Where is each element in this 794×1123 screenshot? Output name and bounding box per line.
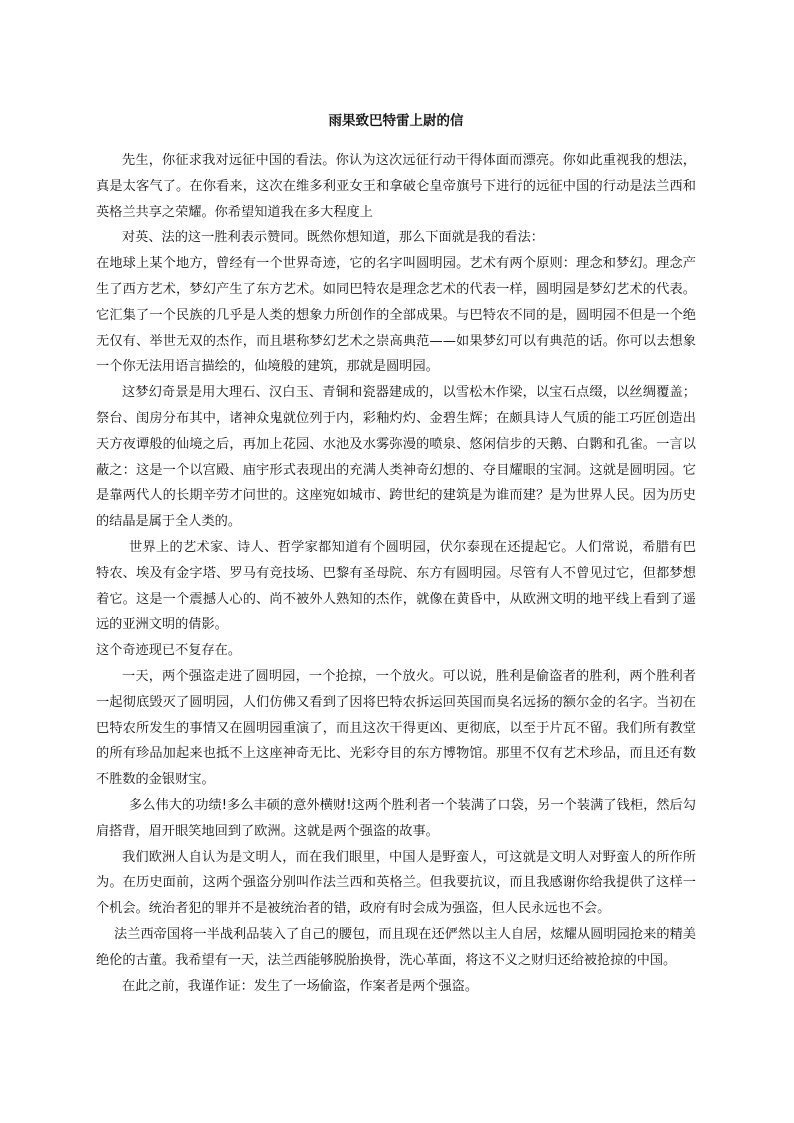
paragraph-7: 一天，两个强盗走进了圆明园，一个抢掠，一个放火。可以说，胜利是偷盗者的胜利，两个胜利者一起彻底毁灭了圆明园，人们仿佛又看到了因将巴特农拆运回英国而臭名远扬的额尔金的名字。当初在巴特农所发生的事情又在圆明园重演了，而且这次干得更凶、更彻底，以至于片瓦不留。我们所有教堂的所有珍品加起来也抵不上这座神奇无比、光彩夺目的东方博物馆。那里不仅有艺术珍品，而且还有数不胜数的金银财宝。: [96, 668, 696, 788]
paragraph-1: 先生，你征求我对远征中国的看法。你认为这次远征行动干得体面而漂亮。你如此重视我的想法，真是太客气了。在你看来，这次在维多利亚女王和拿破仑皇帝旗号下进行的远征中国的行动是法兰西和英格兰共享之荣耀。你希望知道我在多大程度上: [96, 153, 696, 220]
paragraph-9: 我们欧洲人自认为是文明人，而在我们眼里，中国人是野蛮人，可这就是文明人对野蛮人的所作所为。在历史面前，这两个强盗分别叫作法兰西和英格兰。但我要抗议，而且我感谢你给我提供了这样一个机会。统治者犯的罪并不是被统治者的错，政府有时会成为强盗，但人民永远也不会。: [96, 849, 696, 917]
paragraph-5: 世界上的艺术家、诗人、哲学家都知道有个圆明园，伏尔泰现在还提起它。人们常说，希腊有巴特农、埃及有金字塔、罗马有竞技场、巴黎有圣母院、东方有圆明园。尽管有人不曾见过它，但都梦想着它。这是一个震撼人心的、尚不被外人熟知的杰作，就像在黄昏中，从欧洲文明的地平线上看到了遥远的亚洲文明的倩影。: [96, 539, 696, 633]
paragraph-11: 在此之前，我谨作证：发生了一场偷盗，作案者是两个强盗。: [122, 978, 479, 994]
paragraph-3: 在地球上某个地方，曾经有一个世界奇迹，它的名字叫圆明园。艺术有两个原则：理念和梦幻。理念产生了西方艺术，梦幻产生了东方艺术。如同巴特农是理念艺术的代表一样，圆明园是梦幻艺术的代表。它汇集了一个民族的几乎是人类的想象力所创作的全部成果。与巴特农不同的是，圆明园不但是一个绝无仅有、举世无双的杰作，而且堪称梦幻艺术之崇高典范——如果梦幻可以有典范的话。你可以去想象一个你无法用语言描绘的，仙境般的建筑，那就是圆明园。: [96, 256, 696, 375]
document-page: [96, 110, 696, 999]
paragraph-8: 多么伟大的功绩!多么丰硕的意外横财!这两个胜利者一个装满了口袋，另一个装满了钱柜，然后勾肩搭背，眉开眼笑地回到了欧洲。这就是两个强盗的故事。: [96, 797, 696, 839]
paragraph-4: 这梦幻奇景是用大理石、汉白玉、青铜和瓷器建成的，以雪松木作梁，以宝石点缀，以丝绸覆盖；祭台、闺房分布其中，诸神众鬼就位列于内，彩釉灼灼、金碧生辉；在颇具诗人气质的能工巧匠创造出天方夜谭般的仙境之后，再加上花园、水池及水雾弥漫的喷泉、悠闲信步的天鹅、白鹮和孔雀。一言以蔽之：这是一个以宫殿、庙宇形式表现出的充满人类神奇幻想的、夺目耀眼的宝洞。这就是圆明园。它是靠两代人的长期辛劳才问世的。这座宛如城市、跨世纪的建筑是为谁而建？是为世界人民。因为历史的结晶是属于全人类的。: [96, 385, 696, 530]
document-title: 雨果致巴特雷上尉的信: [328, 113, 464, 129]
paragraph-10: 法兰西帝国将一半战利品装入了自己的腰包，而且现在还俨然以主人自居，炫耀从圆明园抢来的精美绝伦的古董。我希望有一天，法兰西能够脱胎换骨，洗心革面，将这不义之财归还给被抢掠的中国。: [96, 926, 696, 968]
paragraph-2: 对英、法的这一胜利表示赞同。既然你想知道，那么下面就是我的看法：: [122, 230, 544, 246]
paragraph-6: 这个奇迹现已不复存在。: [96, 643, 242, 659]
